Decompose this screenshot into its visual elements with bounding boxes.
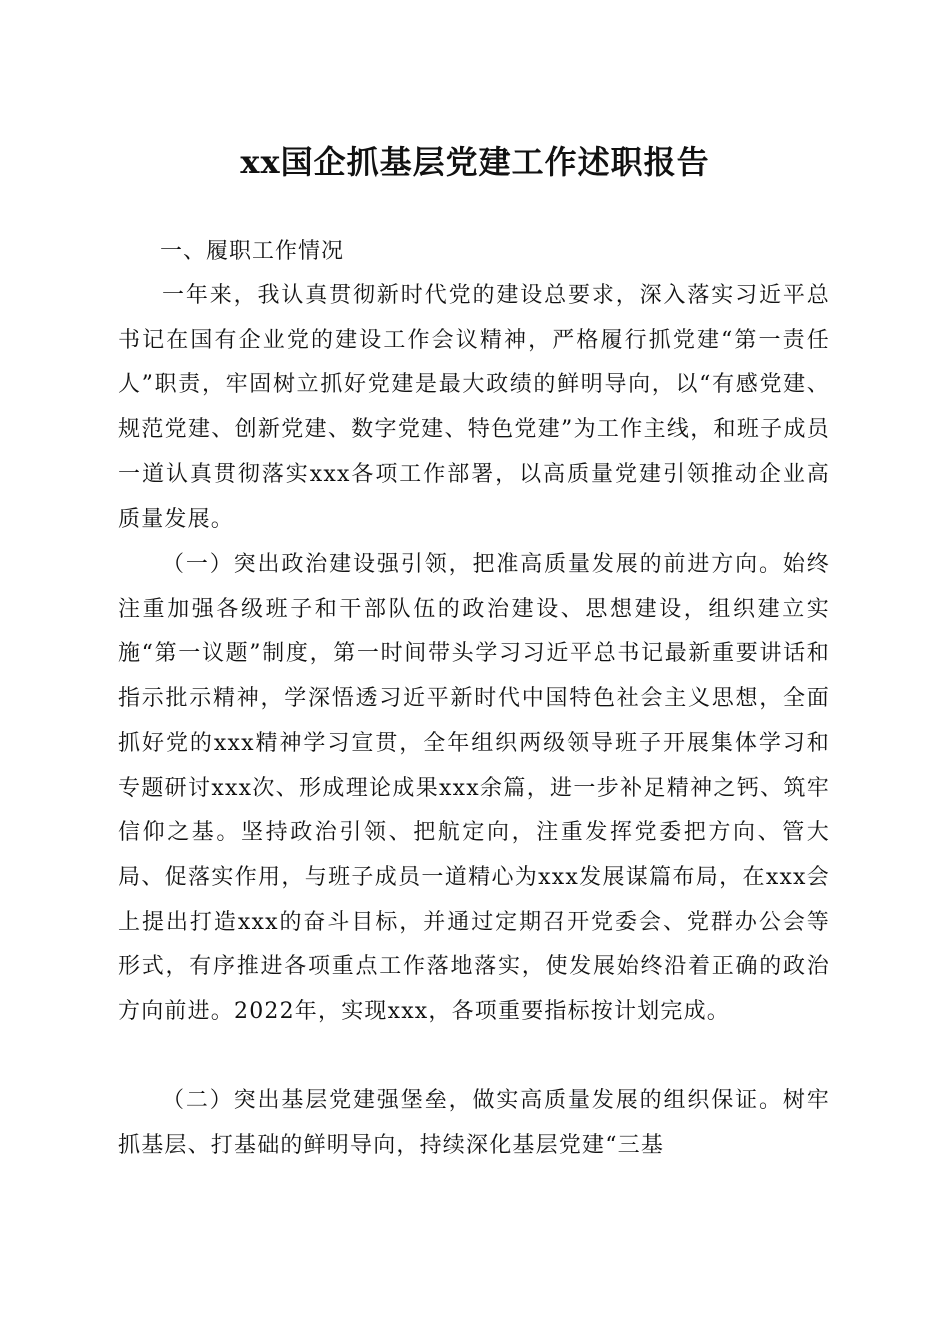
paragraph-political-construction-body: 始终注重加强各级班子和干部队伍的政治建设、思想建设，组织建立实施“第一议题”制度，第一时间带头学习习近平总书记最新重要讲话和指示批示精神，学深悟透习近平新时代中国特色社会主义思想，全面抓好党的xxx精神学习宣贯，全年组织两级领导班子开展集体学习和专题研讨xxx次、形成理论成果xxx余篇，进一步补足精神之钙、筑牢信仰之基。坚持政治引领、把航定向，注重发挥党委把方向、管大局、促落实作用，与班子成员一道精心为xxx发展谋篇布局，在xxx会上提出打造xxx的奋斗目标，并通过定期召开党委会、党群办公会等形式，有序推进各项重点工作落地落实，使发展始终沿着正确的政治方向前进。2022年，实现xxx，各项重要指标按计划完成。 (118, 552, 831, 1025)
paragraph-grassroots-construction-body: 树牢抓基层、打基础的鲜明导向，持续深化基层党建“三基 (118, 1088, 831, 1158)
paragraph-political-construction (118, 543, 830, 1035)
document-title: xx国企抓基层党建工作述职报告 (240, 143, 710, 181)
subheading-grassroots-construction: （二）突出基层党建强堡垒，做实高质量发展的组织保证。 (162, 1088, 783, 1113)
section-heading: 一、履职工作情况 (160, 239, 345, 264)
paragraph-grassroots-construction (118, 1079, 830, 1168)
paragraph-intro: 一年来，我认真贯彻新时代党的建设总要求，深入落实习近平总书记在国有企业党的建设工作会议精神，严格履行抓党建“第一责任人”职责，牢固树立抓好党建是最大政绩的鲜明导向，以“有感党建、规范党建、创新党建、数字党建、特色党建”为工作主线，和班子成员一道认真贯彻落实xxx各项工作部署，以高质量党建引领推动企业高质量发展。 (118, 283, 830, 532)
subheading-political-construction: （一）突出政治建设强引领，把准高质量发展的前进方向。 (162, 552, 783, 577)
